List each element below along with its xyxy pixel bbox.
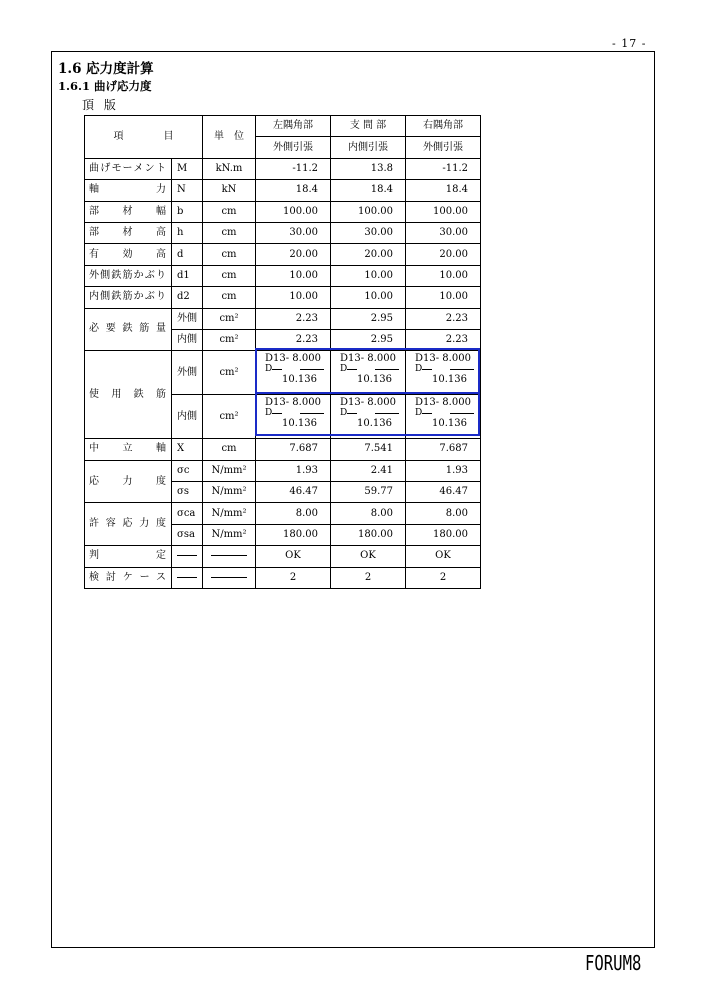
table-row [85,546,481,567]
row-value: 20.00 [256,244,331,265]
row-value: 100.00 [256,201,331,222]
rebar-prefix: D [340,364,348,375]
row-value: 10.00 [406,287,481,308]
row-value: 46.47 [256,482,331,503]
table-row [85,351,481,395]
table-row [85,201,481,222]
row-value: 180.00 [406,524,481,545]
row-label: 応 力 度 [85,460,172,503]
row-label: 内側鉄筋かぶり [85,287,172,308]
table-row [85,308,481,329]
row-value: 20.00 [331,244,406,265]
row-unit: cm² [203,308,256,329]
header-tension: 外側引張 [256,137,331,158]
row-unit: N/mm² [203,460,256,481]
rebar-area: 10.136 [282,374,317,386]
row-value: 2.95 [331,329,406,350]
row-symbol: M [172,158,203,179]
rebar-spec: D13- 8.000 [340,397,396,409]
rebar-area: 10.136 [282,418,317,430]
row-value: 10.00 [256,287,331,308]
row-symbol: 外側 [172,351,203,395]
row-value: 2.23 [256,308,331,329]
section-title: 1.6 応力度計算 [58,61,154,77]
rebar-area: 10.136 [357,418,392,430]
page-number: - 17 - [612,37,647,50]
row-value: 7.687 [406,439,481,460]
row-unit: kN.m [203,158,256,179]
row-symbol: h [172,222,203,243]
row-symbol: σca [172,503,203,524]
row-value: 8.00 [256,503,331,524]
part-title: 頂 版 [82,98,119,112]
rebar-dimension [340,365,405,374]
header-col: 支 間 部 [331,116,406,137]
rebar-spec: D13- 8.000 [340,353,396,365]
row-value: 30.00 [331,222,406,243]
row-unit: cm [203,201,256,222]
row-symbol: 内側 [172,395,203,439]
row-value: OK [331,546,406,567]
row-value: 7.687 [256,439,331,460]
row-symbol: N [172,180,203,201]
row-label: 必 要 鉄 筋 量 [85,308,172,351]
row-value: 2 [331,567,406,588]
brand-logo: FORUM8 [585,951,642,975]
row-label: 検討ケース [85,567,172,588]
row-value: 2.23 [256,329,331,350]
header-col: 右隅角部 [406,116,481,137]
row-value: 180.00 [331,524,406,545]
row-unit [203,546,256,567]
row-value: 2 [256,567,331,588]
rebar-area: 10.136 [432,418,467,430]
row-symbol [172,546,203,567]
row-value: 1.93 [256,460,331,481]
row-unit: cm [203,439,256,460]
rebar-spec: D13- 8.000 [415,353,471,365]
table-row [85,287,481,308]
row-label: 外側鉄筋かぶり [85,265,172,286]
row-symbol: X [172,439,203,460]
rebar-spec: D13- 8.000 [265,353,321,365]
row-unit: N/mm² [203,482,256,503]
rebar-prefix: D [340,408,348,419]
row-symbol: σsa [172,524,203,545]
row-unit: cm [203,222,256,243]
row-label: 判 定 [85,546,172,567]
table-row [85,244,481,265]
row-value: 100.00 [406,201,481,222]
rebar-prefix: D [415,408,423,419]
header-tension: 内側引張 [331,137,406,158]
header-row [85,116,481,137]
row-label: 有 効 高 [85,244,172,265]
row-unit: cm² [203,395,256,439]
row-unit: kN [203,180,256,201]
header-col: 左隅角部 [256,116,331,137]
row-unit: N/mm² [203,524,256,545]
row-value: -11.2 [406,158,481,179]
row-value: 18.4 [331,180,406,201]
table-row [85,265,481,286]
row-value: 10.00 [331,265,406,286]
row-unit: cm [203,244,256,265]
row-value: 2 [406,567,481,588]
header-tension: 外側引張 [406,137,481,158]
row-unit [203,567,256,588]
row-label: 曲げモーメント [85,158,172,179]
row-unit: cm² [203,329,256,350]
row-value: 8.00 [331,503,406,524]
table-row [85,503,481,524]
table-row [85,158,481,179]
row-value: OK [406,546,481,567]
row-value: 7.541 [331,439,406,460]
row-value: 18.4 [256,180,331,201]
row-unit: cm [203,287,256,308]
row-symbol: d1 [172,265,203,286]
row-unit: N/mm² [203,503,256,524]
row-value: 180.00 [256,524,331,545]
header-unit: 単 位 [203,116,256,159]
row-value: 18.4 [406,180,481,201]
row-value: 59.77 [331,482,406,503]
row-symbol: 内側 [172,329,203,350]
row-value: 2.23 [406,329,481,350]
row-value: 2.95 [331,308,406,329]
row-symbol: σs [172,482,203,503]
row-symbol: 外側 [172,308,203,329]
row-label: 中 立 軸 [85,439,172,460]
row-symbol: σc [172,460,203,481]
row-value: 10.00 [256,265,331,286]
rebar-dimension [415,365,480,374]
subsection-title: 1.6.1 曲げ応力度 [58,79,152,93]
rebar-cell [256,351,331,395]
row-value: 20.00 [406,244,481,265]
table-row [85,439,481,460]
table-row [85,460,481,481]
row-label: 部 材 高 [85,222,172,243]
rebar-prefix: D [265,408,273,419]
rebar-prefix: D [265,364,273,375]
rebar-spec: D13- 8.000 [415,397,471,409]
rebar-cell [256,395,331,439]
row-value: 2.41 [331,460,406,481]
table-row [85,222,481,243]
rebar-cell [331,351,406,395]
row-label: 使 用 鉄 筋 [85,351,172,439]
rebar-dimension [265,409,330,418]
row-value: 10.00 [406,265,481,286]
rebar-cell [406,395,481,439]
rebar-dimension [415,409,480,418]
row-value: 1.93 [406,460,481,481]
row-value: 30.00 [406,222,481,243]
row-value: 100.00 [331,201,406,222]
rebar-cell [406,351,481,395]
row-unit: cm² [203,351,256,395]
row-symbol [172,567,203,588]
row-value: 8.00 [406,503,481,524]
rebar-dimension [265,365,330,374]
rebar-cell [331,395,406,439]
row-symbol: b [172,201,203,222]
row-symbol: d [172,244,203,265]
stress-table [84,115,481,589]
row-value: 13.8 [331,158,406,179]
rebar-area: 10.136 [432,374,467,386]
table-row [85,567,481,588]
row-value: 2.23 [406,308,481,329]
row-label: 部 材 幅 [85,201,172,222]
row-label: 軸 力 [85,180,172,201]
rebar-dimension [340,409,405,418]
row-symbol: d2 [172,287,203,308]
row-value: 30.00 [256,222,331,243]
row-value: 46.47 [406,482,481,503]
table-row [85,180,481,201]
row-unit: cm [203,265,256,286]
row-value: 10.00 [331,287,406,308]
rebar-area: 10.136 [357,374,392,386]
row-value: -11.2 [256,158,331,179]
row-value: OK [256,546,331,567]
header-item: 項 目 [85,116,203,159]
rebar-prefix: D [415,364,423,375]
rebar-spec: D13- 8.000 [265,397,321,409]
row-label: 許 容 応 力 度 [85,503,172,546]
